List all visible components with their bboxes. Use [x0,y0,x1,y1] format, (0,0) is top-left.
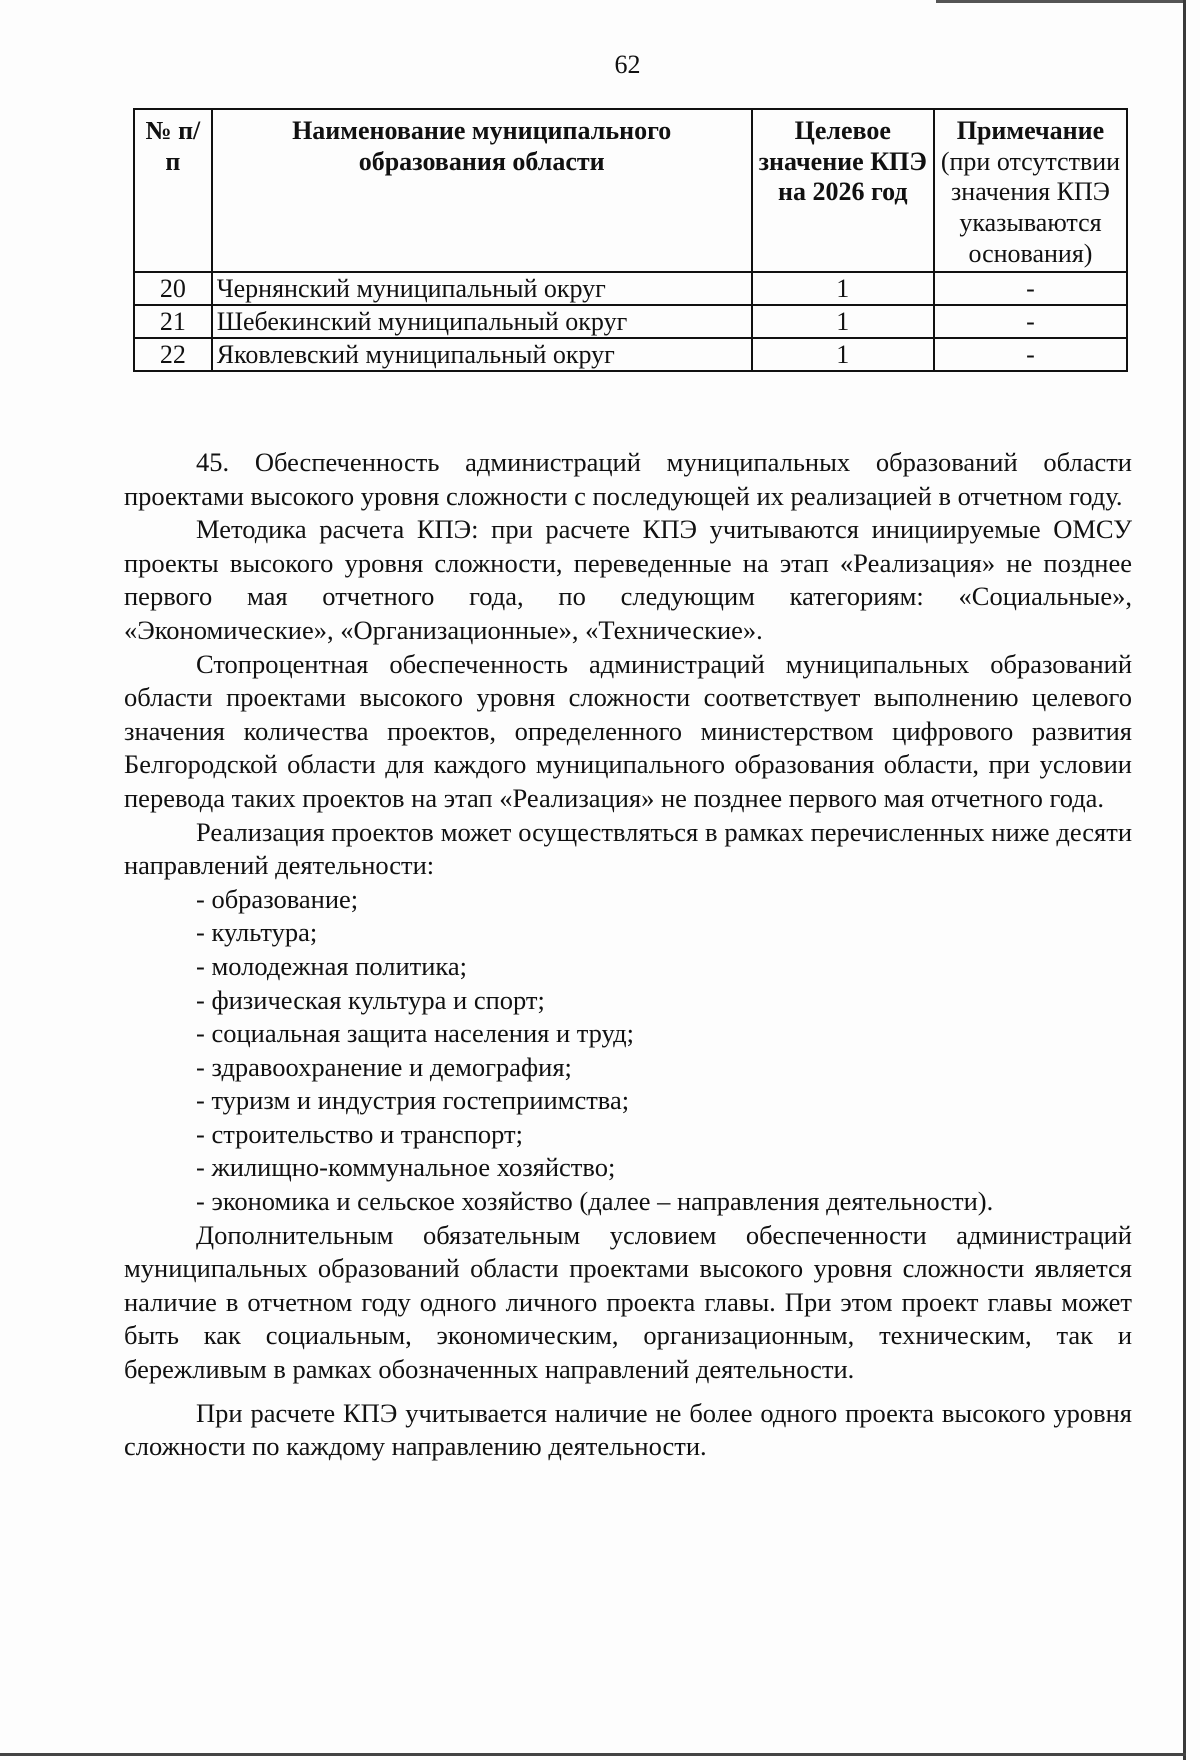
list-item: - социальная защита населения и труд; [196,1018,634,1049]
kpe-table [133,108,1128,372]
list-item: - образование; [196,883,359,914]
row-number: 20 [134,272,212,305]
list-item: - строительство и транспорт; [196,1118,523,1149]
row-note: - [934,338,1127,371]
page-number: 62 [614,50,641,79]
row-municipality-name: Яковлевский муниципальный округ [212,338,752,371]
header-note-details: (при отсутствии значения КПЭ указываются основания) [940,146,1121,268]
scan-border-bottom [0,1753,1186,1756]
paragraph-additional-condition: Дополнительным обязательным условием обеспеченности администраций муниципальных образований области проектами высокого уровня сложности является наличие в отчетном году одного личного проекта главы. При этом проект главы может быть как социальным, экономическим, организационным, техническим, так и бережливым в рамках обозначенных направлений деятельности. [124,1219,1132,1385]
table-row [134,272,1127,305]
row-number: 22 [134,338,212,371]
header-municipality-name: Наименование муниципального образования области [212,109,752,272]
body-text [124,446,1132,1464]
paragraph-directions-intro: Реализация проектов может осуществляться в рамках перечисленных ниже десяти направлений деятельности: [124,816,1132,881]
list-item: - туризм и индустрия гостеприимства; [196,1085,630,1116]
list-item: - физическая культура и спорт; [196,984,545,1015]
row-municipality-name: Чернянский муниципальный округ [212,272,752,305]
row-municipality-name: Шебекинский муниципальный округ [212,305,752,338]
header-number: № п/п [134,109,212,272]
paragraph-methodology: Методика расчета КПЭ: при расчете КПЭ учитываются инициируемые ОМСУ проекты высокого уровня сложности, переведенные на этап «Реализация» не позднее первого мая отчетного года, по следующим категориям: «Социальные», «Экономические», «Организационные», «Технические». [124,514,1132,645]
list-item: - здравоохранение и демография; [196,1051,572,1082]
scan-border-right [1183,0,1186,1760]
list-item: - молодежная политика; [196,950,467,981]
header-note-title: Примечание [956,116,1105,145]
list-item: - экономика и сельское хозяйство (далее – направления деятельности). [196,1186,994,1217]
row-note: - [934,305,1127,338]
row-number: 21 [134,305,212,338]
table-header-row [134,109,1127,272]
table-row [134,305,1127,338]
list-item: - культура; [196,917,318,948]
row-target-value: 1 [752,305,934,338]
row-target-value: 1 [752,338,934,371]
paragraph-indicator-45: 45. Обеспеченность администраций муниципальных образований области проектами высокого уровня сложности с последующей их реализацией в отчетном году. [124,447,1132,511]
paragraph-full-coverage: Стопроцентная обеспеченность администраций муниципальных образований области проектами высокого уровня сложности соответствует выполнению целевого значения количества проектов, определенного министерством цифрового развития Белгородской области для каждого муниципального образования области, при условии перевода таких проектов на этап «Реализация» не позднее первого мая отчетного года. [124,648,1132,813]
header-target-value: Целевое значение КПЭ на 2026 год [752,109,934,272]
row-target-value: 1 [752,272,934,305]
row-note: - [934,272,1127,305]
list-item: - жилищно-коммунальное хозяйство; [196,1152,616,1183]
paragraph-calculation-rule: При расчете КПЭ учитывается наличие не более одного проекта высокого уровня сложности по каждому направлению деятельности. [124,1397,1132,1462]
table-row [134,338,1127,371]
scan-border-top [936,0,1186,3]
header-note [934,109,1127,272]
